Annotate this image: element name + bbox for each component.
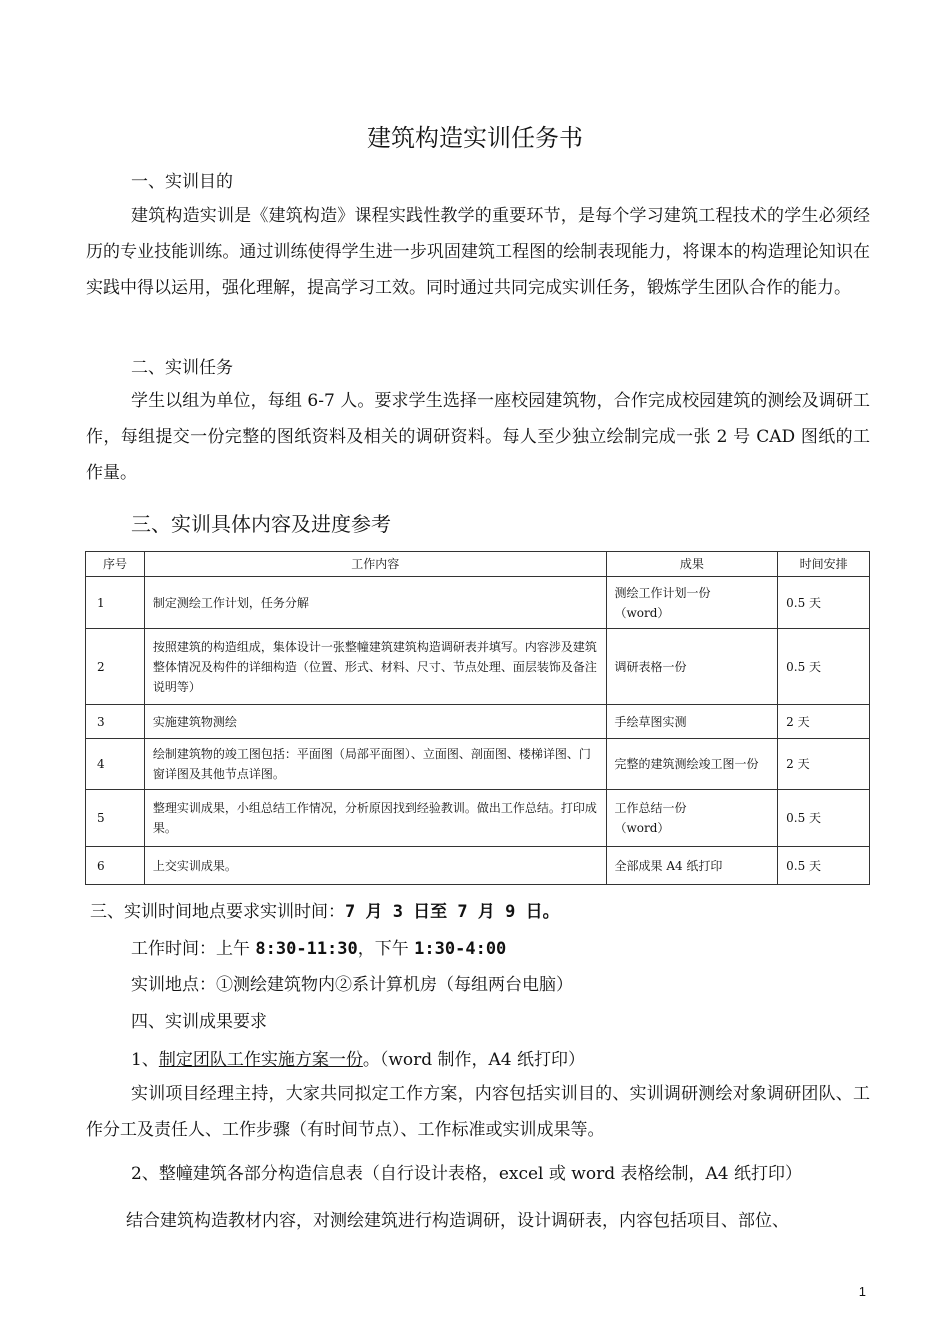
row-work: 上交实训成果。 [144, 847, 606, 885]
table-row [86, 847, 870, 885]
page-number: 1 [858, 1284, 866, 1299]
row-work: 绘制建筑物的竣工图包括：平面图（局部平面图）、立面图、剖面图、楼梯详图、门窗详图及其他节点详图。 [144, 739, 606, 790]
place-line: 实训地点：①测绘建筑物内②系计算机房（每组两台电脑） [131, 975, 573, 995]
row-time: 2 天 [778, 739, 870, 790]
item-2-body: 结合建筑构造教材内容，对测绘建筑进行构造调研，设计调研表，内容包括项目、部位、 [126, 1211, 789, 1231]
row-time: 0.5 天 [778, 790, 870, 847]
row-no: 6 [86, 847, 145, 885]
worktime-line [131, 934, 506, 959]
row-time: 0.5 天 [778, 577, 870, 629]
table-header-row [86, 552, 870, 577]
row-time: 0.5 天 [778, 629, 870, 705]
row-no: 4 [86, 739, 145, 790]
worktime-am: 8:30-11:30 [255, 939, 358, 959]
section-1-body: 建筑构造实训是《建筑构造》课程实践性教学的重要环节，是每个学习建筑工程技术的学生必须经历的专业技能训练。通过训练使得学生进一步巩固建筑工程图的绘制表现能力，将课本的构造理论知识在实践中得以运用，强化理解，提高学习工效。同时通过共同完成实训任务，锻炼学生团队合作的能力。 [86, 206, 870, 298]
section-4-heading: 四、实训成果要求 [131, 1012, 267, 1032]
row-result: 测绘工作计划一份 （word） [606, 577, 778, 629]
item-1-body: 实训项目经理主持，大家共同拟定工作方案，内容包括实训目的、实训调研测绘对象调研团队、工作分工及责任人、工作步骤（有时间节点）、工作标准或实训成果等。 [86, 1084, 870, 1140]
table-row [86, 577, 870, 629]
table-row [86, 629, 870, 705]
row-work: 实施建筑物测绘 [144, 705, 606, 739]
table-row [86, 705, 870, 739]
worktime-label: 工作时间：上午 [131, 939, 256, 959]
row-work: 整理实训成果，小组总结工作情况，分析原因找到经验教训。做出工作总结。打印成果。 [144, 790, 606, 847]
worktime-mid: ，下午 [357, 939, 415, 959]
item-1-number: 1、 [131, 1050, 159, 1070]
item-1-underlined: 制定团队工作实施方案一份 [158, 1050, 363, 1070]
schedule-time-heading [90, 897, 560, 922]
header-no: 序号 [86, 552, 145, 577]
row-no: 1 [86, 577, 145, 629]
row-result: 完整的建筑测绘竣工图一份 [606, 739, 778, 790]
item-2-title: 2、整幢建筑各部分构造信息表（自行设计表格，excel 或 word 表格绘制，A4 纸打印） [131, 1164, 802, 1184]
section-1-heading: 一、实训目的 [131, 172, 233, 192]
table-row [86, 790, 870, 847]
header-time: 时间安排 [778, 552, 870, 577]
section-3-heading: 三、实训具体内容及进度参考 [131, 512, 391, 536]
header-work: 工作内容 [144, 552, 606, 577]
row-no: 2 [86, 629, 145, 705]
row-time: 2 天 [778, 705, 870, 739]
schedule-dates: 7 月 3 日至 7 月 9 日。 [345, 902, 560, 922]
row-result: 工作总结一份 （word） [606, 790, 778, 847]
schedule-table [85, 551, 870, 885]
document-title: 建筑构造实训任务书 [367, 124, 583, 152]
row-work: 制定测绘工作计划，任务分解 [144, 577, 606, 629]
row-no: 5 [86, 790, 145, 847]
row-no: 3 [86, 705, 145, 739]
row-work: 按照建筑的构造组成，集体设计一张整幢建筑建筑构造调研表并填写。内容涉及建筑整体情况及构件的详细构造（位置、形式、材料、尺寸、节点处理、面层装饰及备注说明等） [144, 629, 606, 705]
item-1-rest: 。（word 制作，A4 纸打印） [362, 1050, 586, 1070]
row-result: 调研表格一份 [606, 629, 778, 705]
header-result: 成果 [606, 552, 778, 577]
schedule-heading-prefix: 三、实训时间地点要求实训时间： [90, 902, 345, 922]
table-row [86, 739, 870, 790]
row-time: 0.5 天 [778, 847, 870, 885]
item-1-title [131, 1045, 585, 1070]
section-2-heading: 二、实训任务 [131, 358, 233, 378]
row-result: 全部成果 A4 纸打印 [606, 847, 778, 885]
row-result: 手绘草图实测 [606, 705, 778, 739]
worktime-pm: 1:30-4:00 [414, 939, 507, 959]
section-2-body: 学生以组为单位，每组 6-7 人。要求学生选择一座校园建筑物，合作完成校园建筑的测绘及调研工作，每组提交一份完整的图纸资料及相关的调研资料。每人至少独立绘制完成一张 2 号 CAD 图纸的工作量。 [86, 391, 870, 483]
